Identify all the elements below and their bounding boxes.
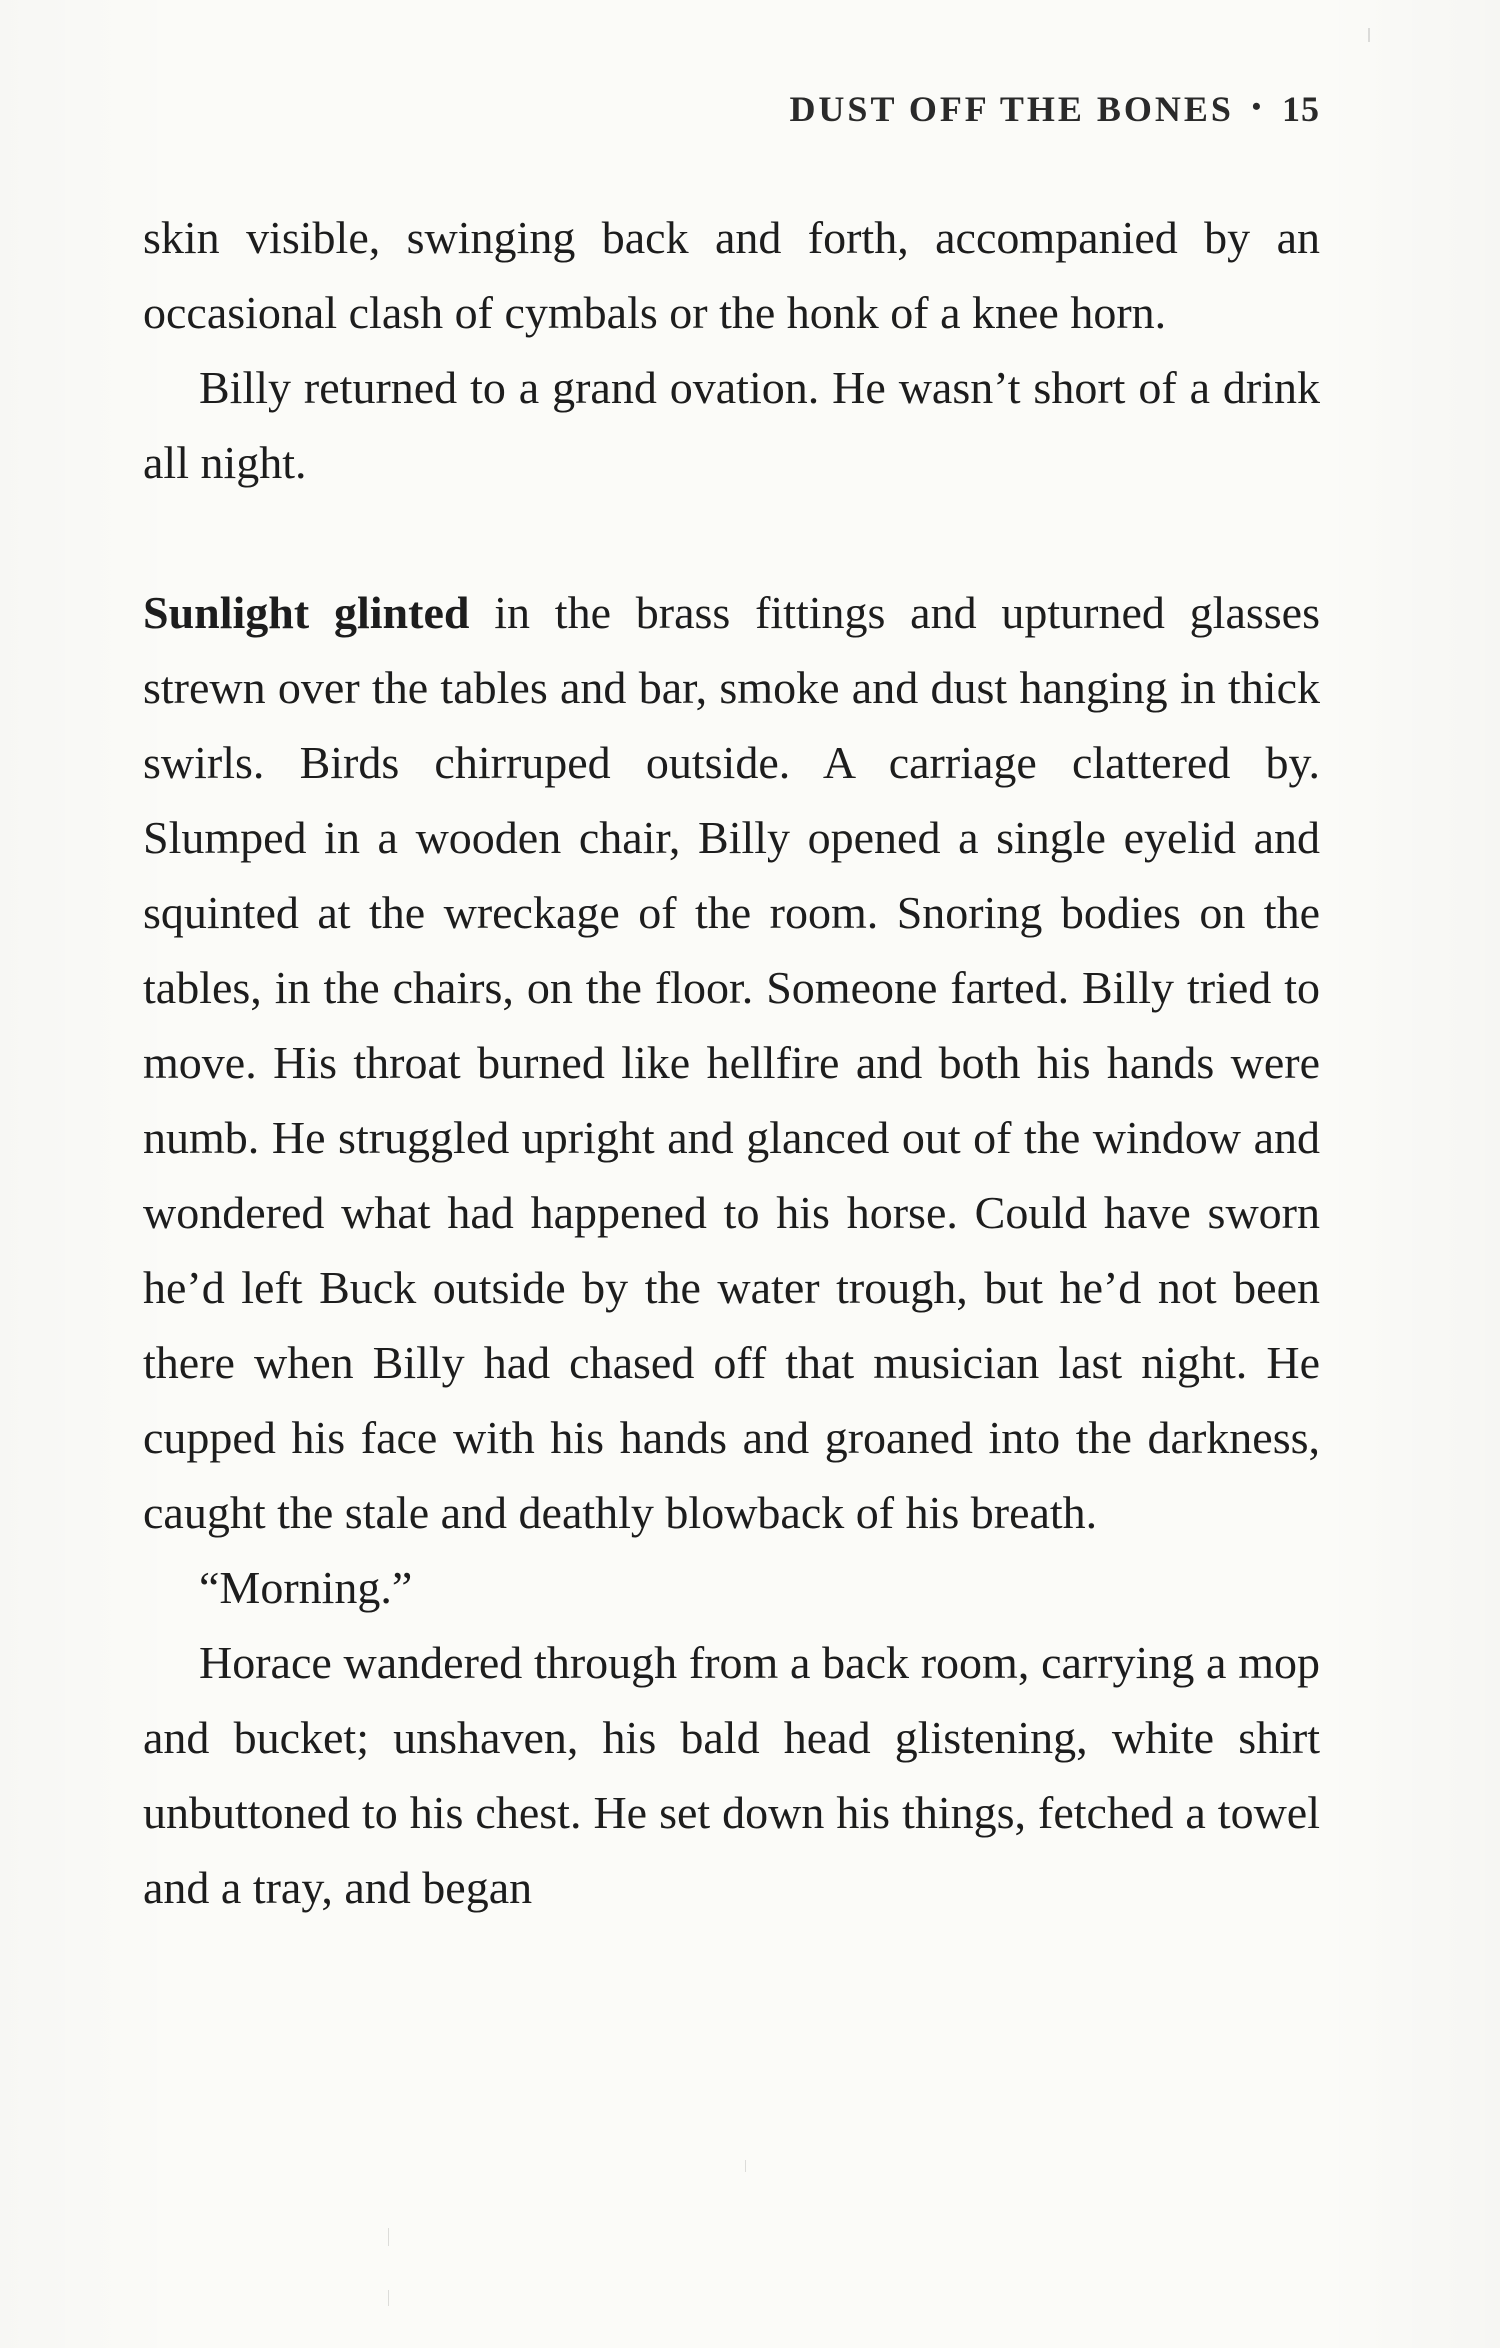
scan-mark [1368,28,1370,42]
paragraph-dialogue-morning: “Morning.” [199,1562,413,1613]
running-head-separator: • [1251,92,1264,121]
paragraph-sunlight-text: in the brass fittings and upturned glasses strewn over the tables and bar, smoke and dust hanging in thick swirls. Birds chirruped outside. A carriage clattered by. Slumped in a wooden chair, Billy opened a single eyelid and squinted at the wreckage of the room. Snoring bodies on the tables, in the chairs, on the floor. Someone farted. Billy tried to move. His throat burned like hellfire and both his hands were numb. He struggled upright and glanced out of the window and wondered what had happened to his horse. Could have sworn he’d left Buck outside by the water trough, but he’d not been there when Billy had chased off that musician last night. He cupped his face with his hands and groaned into the darkness, caught the stale and deathly blowback of his breath. [143,587,1320,1538]
paragraph-continuation: skin visible, swinging back and forth, accompanied by an occasional clash of cymbals or the honk of a knee horn. [143,212,1320,338]
scan-mark [745,2160,746,2172]
page-number: 15 [1282,89,1320,129]
paragraph-ovation: Billy returned to a grand ovation. He wasn’t short of a drink all night. [143,362,1320,488]
paragraph-horace: Horace wandered through from a back room, carrying a mop and bucket; unshaven, his bald head glistening, white shirt unbuttoned to his chest. He set down his things, fetched a towel and a tray, and began [143,1637,1320,1913]
section-break [143,500,1320,575]
running-head-title: DUST OFF THE BONES [789,89,1234,129]
scan-mark [388,2290,389,2306]
run-in-heading: Sunlight glinted [143,587,470,638]
running-head [789,88,1320,130]
scan-mark [388,2228,389,2246]
paragraph-sunlight [143,575,1320,1550]
body-text [143,200,1320,1925]
